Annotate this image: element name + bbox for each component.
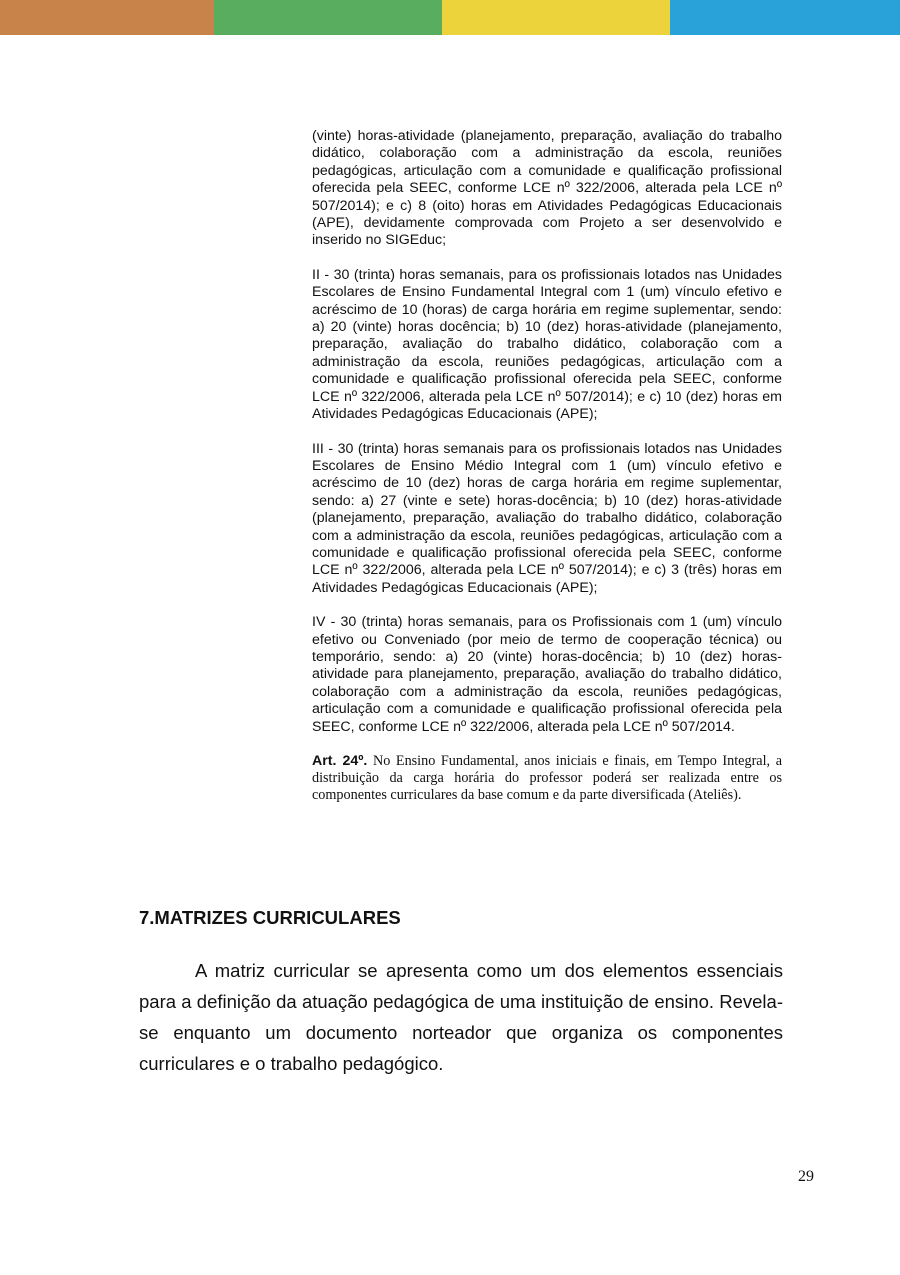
header-bar-blue-segment <box>670 0 900 35</box>
quote-paragraph-item-ii: II - 30 (trinta) horas semanais, para os profissionais lotados nas Unidades Escolares de Ensino Fundamental Integral com 1 (um) vínculo efetivo e acréscimo de 10 (horas) de carga horária em regime suplementar, sendo: a) 20 (vinte) horas docência; b) 10 (dez) horas-atividade (planejamento, preparação, avaliação do trabalho didático, colaboração com a administração da escola, reuniões pedagógicas, articulação com a comunidade e qualificação profissional oferecida pela SEEC, conforme LCE nº 322/2006, alterada pela LCE nº 507/2014); e c) 10 (dez) horas em Atividades Pedagógicas Educacionais (APE); <box>312 266 782 423</box>
quote-paragraph: (vinte) horas-atividade (planejamento, preparação, avaliação do trabalho didático, colaboração com a administração da escola, reuniões pedagógicas, articulação com a comunidade e qualificação profissional oferecida pela SEEC, conforme LCE nº 322/2006, alterada pela LCE nº 507/2014); e c) 8 (oito) horas em Atividades Pedagógicas Educacionais (APE), devidamente comprovada com Projeto a ser desenvolvido e inserido no SIGEduc; <box>312 128 782 249</box>
section-title: 7.MATRIZES CURRICULARES <box>139 907 401 928</box>
header-bar-green-segment <box>214 0 442 35</box>
quote-paragraph-item-iv: IV - 30 (trinta) horas semanais, para os Profissionais com 1 (um) vínculo efetivo ou Conveniado (por meio de termo de cooperação técnica) ou temporário, sendo: a) 20 (vinte) horas-docência; b) 10 (dez) horas-atividade para planejamento, preparação, avaliação do trabalho didático, colaboração com a administração da escola, reuniões pedagógicas, articulação com a comunidade e qualificação profissional oferecida pela SEEC, conforme LCE nº 322/2006, alterada pela LCE nº 507/2014. <box>312 614 782 735</box>
article-text: No Ensino Fundamental, anos iniciais e finais, em Tempo Integral, a distribuição da carga horária do professor poderá ser realizada entre os componentes curriculares da base comum e da parte diversificada (Ateliês). <box>312 753 782 803</box>
page-number: 29 <box>798 1168 814 1185</box>
article-label: Art. 24º. <box>312 753 368 769</box>
quote-paragraph-item-iii: III - 30 (trinta) horas semanais para os profissionais lotados nas Unidades Escolares de Ensino Médio Integral com 1 (um) vínculo efetivo e acréscimo de 10 (dez) horas de carga horária em regime suplementar, sendo: a) 27 (vinte e sete) horas-docência; b) 10 (dez) horas-atividade (planejamento, preparação, avaliação do trabalho didático, colaboração com a administração da escola, reuniões pedagógicas, articulação com a comunidade e qualificação profissional oferecida pela SEEC, conforme LCE nº 322/2006, alterada pela LCE nº 507/2014); e c) 3 (três) horas em Atividades Pedagógicas Educacionais (APE); <box>312 440 782 596</box>
legal-quote-block <box>312 128 782 821</box>
header-color-bar <box>0 0 900 35</box>
header-bar-yellow-segment <box>442 0 670 35</box>
section-body-paragraph: A matriz curricular se apresenta como um dos elementos essenciais para a definição da atuação pedagógica de uma instituição de ensino. Revela-se enquanto um documento norteador que organiza os componentes curriculares e o trabalho pedagógico. <box>139 960 783 1074</box>
article-24-paragraph <box>312 753 782 804</box>
header-bar-orange-segment <box>0 0 214 35</box>
